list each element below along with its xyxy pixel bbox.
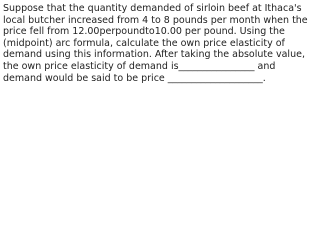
question-line-6: the own price elasticity of demand is________________ and (3, 60, 276, 72)
question-line-2: local butcher increased from 4 to 8 pounds per month when the (3, 14, 308, 26)
question-text (0, 0, 308, 88)
question-line-3: price fell from 12.00perpoundto10.00 per pound. Using the (3, 26, 285, 38)
question-line-4: (midpoint) arc formula, calculate the own price elasticity of (3, 37, 285, 49)
question-line-5: demand using this information. After taking the absolute value, (3, 49, 305, 61)
question-line-1: Suppose that the quantity demanded of sirloin beef at Ithaca's (3, 3, 302, 14)
question-line-7: demand would be said to be price ____________________. (3, 72, 266, 84)
